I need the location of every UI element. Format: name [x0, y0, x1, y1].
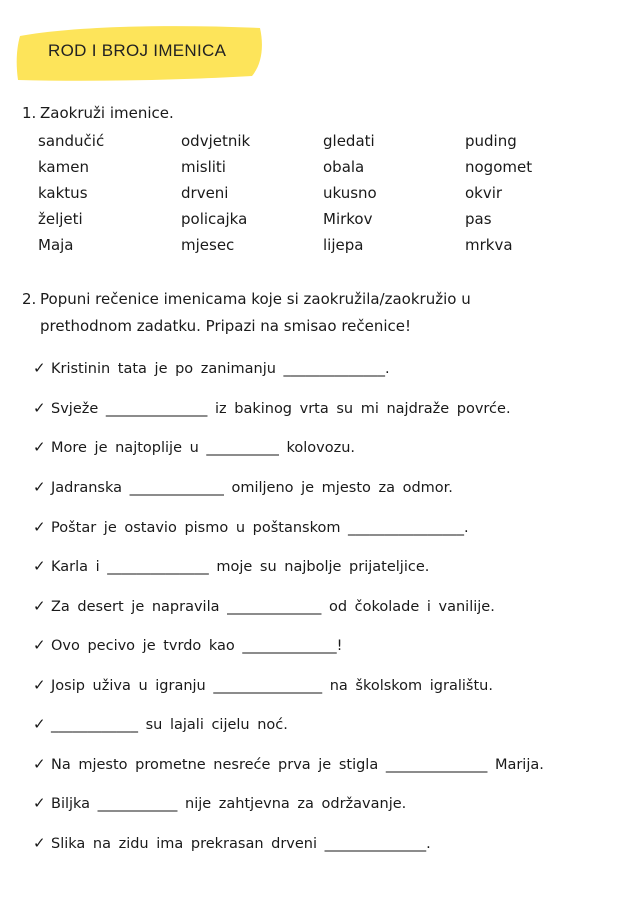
- check-icon: ✓: [33, 715, 46, 733]
- word-item: mjesec: [181, 236, 235, 254]
- word-column-4: [465, 128, 532, 258]
- word-item: mrkva: [465, 236, 513, 254]
- word-item: lijepa: [323, 236, 364, 254]
- sentence-text: Slika na zidu ima prekrasan drveni ______________.: [51, 836, 431, 852]
- word-column-2: [181, 128, 250, 258]
- sentence-text: Kristinin tata je po zanimanju ______________.: [51, 361, 390, 377]
- sentence-item: [33, 791, 406, 815]
- sentence-text: ____________ su lajali cijelu noć.: [51, 717, 288, 733]
- check-icon: ✓: [33, 834, 46, 852]
- check-icon: ✓: [33, 597, 46, 615]
- sentence-text: Poštar je ostavio pismo u poštanskom ________________.: [51, 520, 469, 536]
- word-item: Maja: [38, 236, 74, 254]
- word-item: drveni: [181, 184, 229, 202]
- sentence-text: Jadranska _____________ omiljeno je mjesto za odmor.: [51, 480, 453, 496]
- check-icon: ✓: [33, 518, 46, 536]
- sentence-item: [33, 356, 390, 380]
- task2-instruction-line2: prethodnom zadatku. Pripazi na smisao rečenice!: [40, 317, 412, 335]
- word-item: ukusno: [323, 184, 377, 202]
- word-item: Mirkov: [323, 210, 373, 228]
- sentence-item: [33, 475, 453, 499]
- sentence-item: [33, 594, 495, 618]
- word-item: misliti: [181, 158, 226, 176]
- word-item: odvjetnik: [181, 132, 251, 150]
- word-item: željeti: [38, 210, 83, 228]
- check-icon: ✓: [33, 794, 46, 812]
- check-icon: ✓: [33, 478, 46, 496]
- sentence-text: Ovo pecivo je tvrdo kao _____________!: [51, 638, 343, 654]
- page-title: ROD I BROJ IMENICA: [48, 41, 227, 60]
- word-item: kaktus: [38, 184, 88, 202]
- check-icon: ✓: [33, 636, 46, 654]
- title-banner: [14, 22, 266, 84]
- word-item: kamen: [38, 158, 89, 176]
- word-item: puding: [465, 132, 517, 150]
- sentence-item: [33, 633, 342, 657]
- sentence-item: [33, 712, 288, 736]
- sentence-text: Svježe ______________ iz bakinog vrta su mi najdraže povrće.: [51, 401, 511, 417]
- check-icon: ✓: [33, 359, 46, 377]
- word-item: policajka: [181, 210, 248, 228]
- sentence-text: Josip uživa u igranju _______________ na školskom igralištu.: [51, 678, 493, 694]
- sentence-item: [33, 554, 429, 578]
- word-item: pas: [465, 210, 492, 228]
- sentence-item: [33, 673, 493, 697]
- sentence-text: More je najtoplije u __________ kolovozu.: [51, 440, 356, 456]
- task1-number: 1.: [22, 104, 37, 122]
- word-column-1: [38, 128, 104, 258]
- sentence-text: Na mjesto prometne nesreće prva je stigla ______________ Marija.: [51, 757, 544, 773]
- task2-instruction-line1: Popuni rečenice imenicama koje si zaokružila/zaokružio u: [40, 290, 471, 308]
- task1-instruction: Zaokruži imenice.: [40, 104, 174, 122]
- word-item: sandučić: [38, 132, 105, 150]
- word-column-3: [323, 128, 377, 258]
- task2-number: 2.: [22, 290, 37, 308]
- check-icon: ✓: [33, 557, 46, 575]
- sentence-item: [33, 435, 355, 459]
- check-icon: ✓: [33, 438, 46, 456]
- word-item: obala: [323, 158, 365, 176]
- sentence-item: [33, 831, 431, 855]
- sentence-item: [33, 752, 544, 776]
- word-item: okvir: [465, 184, 503, 202]
- check-icon: ✓: [33, 755, 46, 773]
- word-item: gledati: [323, 132, 375, 150]
- check-icon: ✓: [33, 399, 46, 417]
- sentence-text: Karla i ______________ moje su najbolje prijateljice.: [51, 559, 430, 575]
- sentence-item: [33, 515, 469, 539]
- sentence-text: Za desert je napravila _____________ od čokolade i vanilije.: [51, 599, 495, 615]
- sentence-text: Biljka ___________ nije zahtjevna za održavanje.: [51, 796, 407, 812]
- word-item: nogomet: [465, 158, 533, 176]
- check-icon: ✓: [33, 676, 46, 694]
- sentence-item: [33, 396, 511, 420]
